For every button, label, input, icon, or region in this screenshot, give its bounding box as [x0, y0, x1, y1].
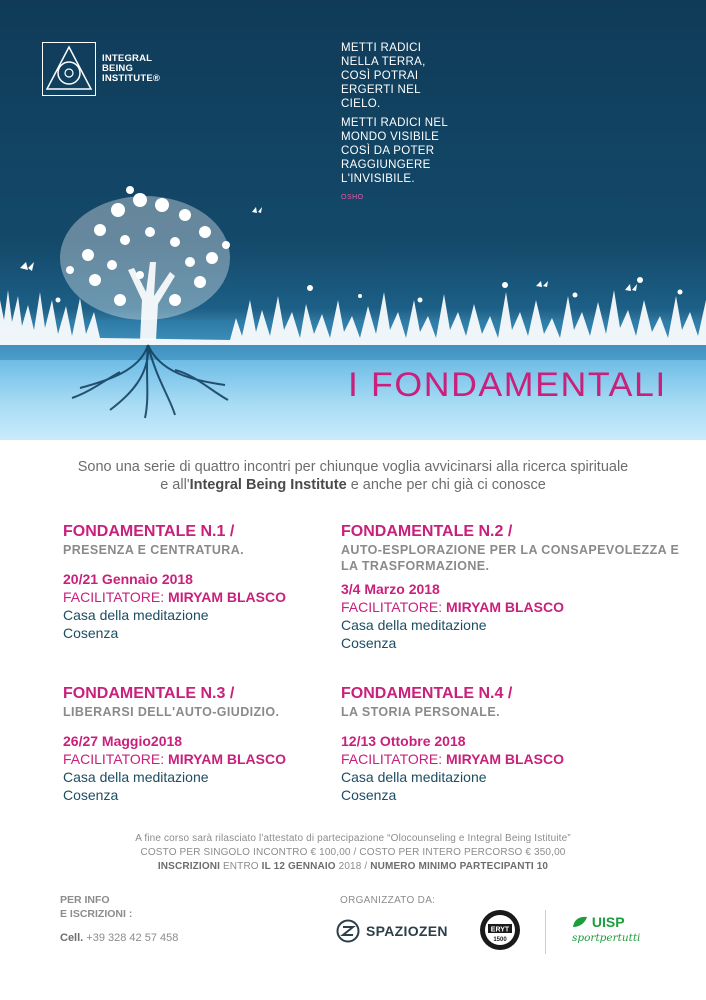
card-subtitle: AUTO-ESPLORAZIONE PER LA CONSAPEVOLEZZA E LA TRASFORMAZIONE.	[341, 543, 680, 573]
registration-note: INSCRIZIONI ENTRO IL 12 GENNAIO 2018 / NUMERO MINIMO PARTECIPANTI 10	[157, 861, 549, 872]
svg-text:ERYT: ERYT	[490, 926, 510, 934]
hero-banner	[0, 0, 706, 440]
card-city: Cosenza	[341, 635, 397, 651]
card-facilitator: FACILITATORE: MIRYAM BLASCO	[341, 599, 564, 615]
triangle-logo-icon	[42, 42, 96, 96]
card-subtitle: LIBERARSI DELL'AUTO-GIUDIZIO.	[63, 705, 280, 719]
eryt-seal-icon	[479, 909, 521, 951]
uisp-tagline: sportpertutti	[572, 932, 641, 944]
card-subtitle: PRESENZA E CENTRATURA.	[63, 543, 245, 557]
logo-wordmark: INTEGRAL BEING INSTITUTE®	[102, 53, 161, 84]
course-details	[0, 832, 706, 874]
phone-number[interactable]: Cell. +39 328 42 57 458	[60, 932, 179, 944]
card-city: Cosenza	[341, 787, 397, 803]
card-date: 26/27 Maggio2018	[63, 733, 183, 749]
spaziozen-logo: SPAZIOZEN	[336, 919, 448, 943]
integral-being-logo	[42, 42, 160, 96]
card-date: 3/4 Marzo 2018	[341, 581, 440, 597]
costs-note: COSTO PER SINGOLO INCONTRO € 100,00 / COSTO PER INTERO PERCORSO € 350,00	[140, 847, 566, 858]
svg-text:1500: 1500	[493, 937, 507, 943]
card-place: Casa della meditazione	[63, 607, 209, 623]
card-heading: FONDAMENTALE N.3 /	[63, 685, 235, 702]
card-place: Casa della meditazione	[341, 617, 487, 633]
uisp-wordmark: UISP	[572, 914, 640, 930]
card-facilitator: FACILITATORE: MIRYAM BLASCO	[341, 751, 564, 767]
intro-text: Sono una serie di quattro incontri per chiunque voglia avvicinarsi alla ricerca spirituale e all'Integral Being Institute e anche per chi già ci conosce	[77, 459, 629, 493]
uisp-logo	[572, 914, 640, 944]
fondamentale-card-4	[341, 684, 681, 804]
card-date: 20/21 Gennaio 2018	[63, 571, 193, 587]
quote-paragraph-2: METTI RADICI NEL MONDO VISIBILE COSÌ DA POTER RAGGIUNGERE L'INVISIBILE.	[341, 117, 448, 185]
card-place: Casa della meditazione	[341, 769, 487, 785]
page-title: I FONDAMENTALI	[348, 366, 667, 404]
card-facilitator: FACILITATORE: MIRYAM BLASCO	[63, 751, 286, 767]
card-facilitator: FACILITATORE: MIRYAM BLASCO	[63, 589, 286, 605]
spaziozen-icon	[336, 919, 360, 943]
card-heading: FONDAMENTALE N.1 /	[63, 523, 235, 540]
fondamentale-card-2	[341, 522, 691, 652]
logo-divider	[545, 910, 546, 954]
info-heading: PER INFO E ISCRIZIONI :	[60, 894, 133, 920]
card-date: 12/13 Ottobre 2018	[341, 733, 466, 749]
quote-paragraph-1: METTI RADICI NELLA TERRA, COSÌ POTRAI ERGERTI NEL CIELO.	[341, 42, 426, 110]
certificate-note: A fine corso sarà rilasciato l'attestato di partecipazione “Olocounseling e Integral Being Istituite”	[135, 833, 571, 844]
card-place: Casa della meditazione	[63, 769, 209, 785]
card-subtitle: LA STORIA PERSONALE.	[341, 705, 500, 719]
osho-quote	[341, 41, 451, 205]
organized-by-label: ORGANIZZATO DA:	[340, 895, 436, 906]
card-city: Cosenza	[63, 625, 119, 641]
card-city: Cosenza	[63, 787, 119, 803]
uisp-leaf-icon	[572, 915, 588, 929]
eryt-badge	[479, 909, 521, 956]
card-heading: FONDAMENTALE N.4 /	[341, 685, 513, 702]
quote-author: OSHO	[341, 194, 364, 201]
card-heading: FONDAMENTALE N.2 /	[341, 523, 513, 540]
